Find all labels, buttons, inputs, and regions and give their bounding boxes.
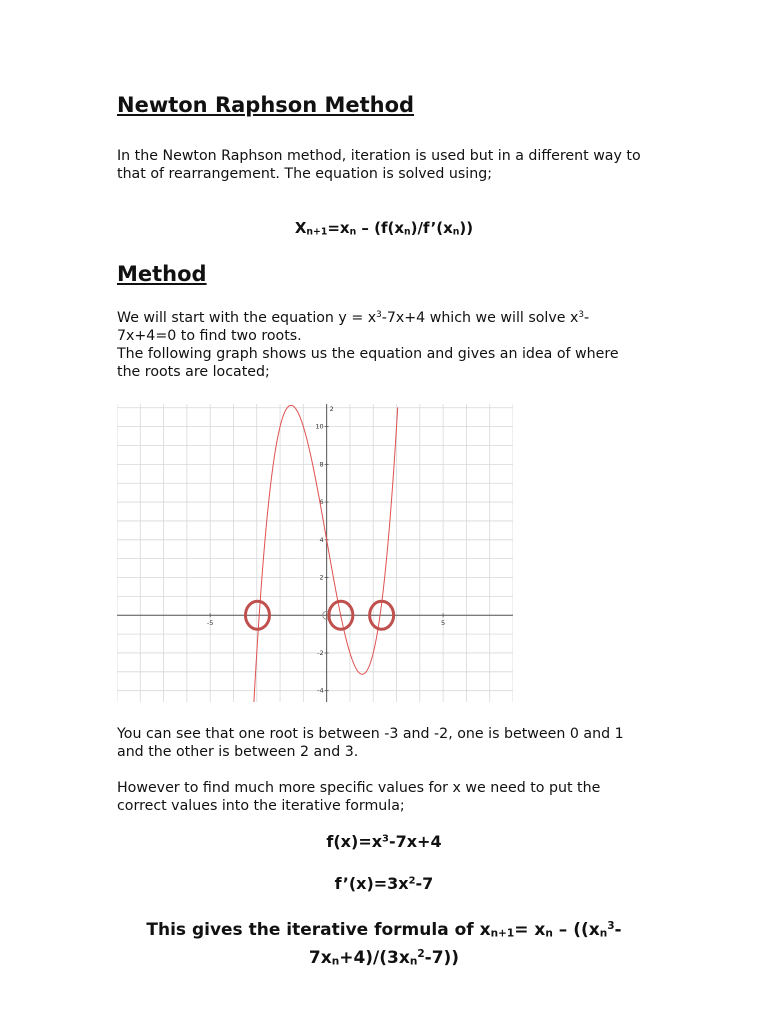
iterative-formula: This gives the iterative formula of $x_{n+1}= x_n - ((x_n^3-7x_n+4)/(3x_n^2-7))$ — [146, 919, 622, 969]
fprime-formula: $f’(x)=3x^2-7$ — [334, 874, 434, 893]
y-tick-label: 4 — [319, 535, 324, 544]
function-graph — [117, 404, 513, 702]
y-tick-label: 10 — [315, 422, 324, 431]
graph-axes — [117, 404, 513, 702]
page-title: Newton Raphson Method — [117, 93, 415, 117]
however-paragraph: However to find much more specific values for x we need to put the correct values into the iterative formula; — [117, 780, 601, 814]
y-tick-label: -4 — [317, 686, 324, 695]
method-heading: Method — [117, 262, 207, 286]
intro-paragraph: In the Newton Raphson method, iteration is used but in a different way to that of rearrangement. The equation is solved using; — [117, 148, 641, 182]
y-tick-label: -2 — [317, 648, 324, 657]
tick-labels — [207, 405, 445, 695]
general-formula: $X_{n+1}=x_n$ – $(f(x_n)/f’(x_n))$ — [294, 219, 474, 238]
graph-intro: The following graph shows us the equation and gives an idea of where the roots are located; — [117, 345, 619, 380]
y-tick-label: 8 — [319, 460, 324, 469]
y-tick-label: 6 — [319, 498, 324, 507]
x-tick-label: 5 — [441, 619, 446, 628]
graph-grid — [117, 404, 513, 702]
roots-paragraph: You can see that one root is between -3 and -2, one is between 0 and 1 and the other is between 2 and 3. — [117, 726, 624, 760]
fx-formula: $f(x)=x^3-7x+4$ — [326, 832, 442, 851]
y-top-label: 2 — [329, 405, 334, 413]
function-curve — [253, 405, 398, 702]
x-tick-label: -5 — [206, 619, 214, 628]
method-paragraph: We will start with the equation $y = x^3-7x+4$ which we will solve $x^3-7x+4=0$ to find two roots. The following graph shows us the equation and gives an idea of where the roots are located; — [117, 309, 619, 380]
y-tick-label: 2 — [319, 573, 324, 582]
